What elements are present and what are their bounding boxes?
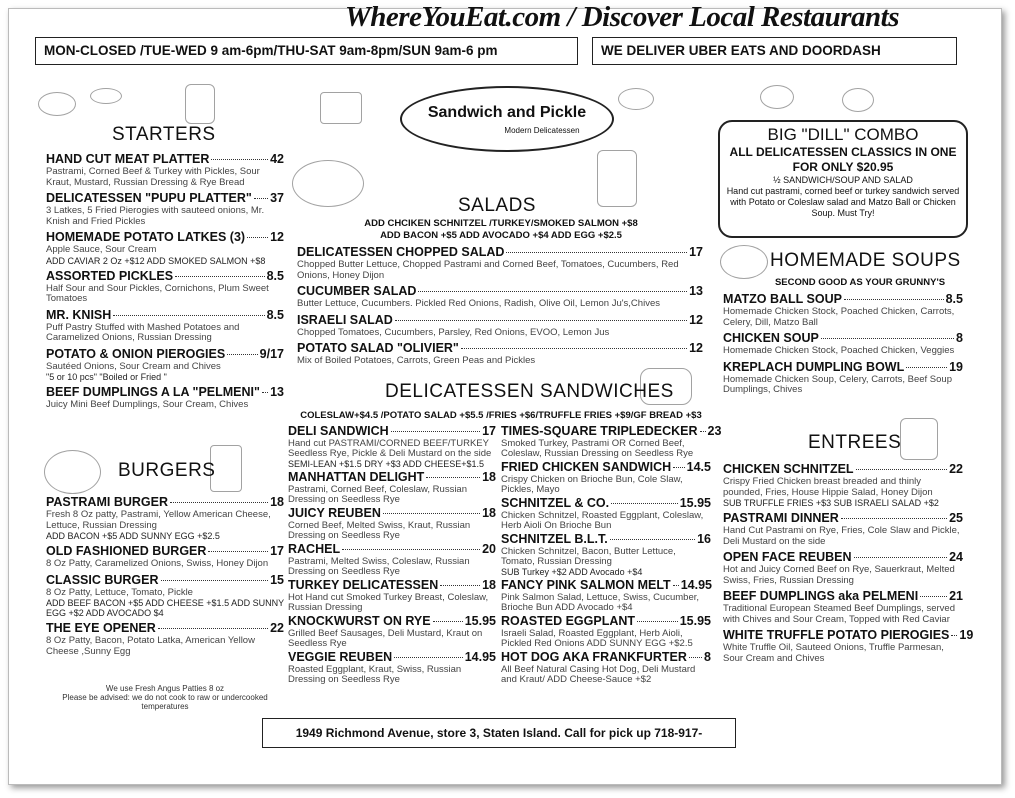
menu-item-description: Hot Hand cut Smoked Turkey Breast, Coleslaw, Russian Dressing (288, 592, 489, 613)
menu-item-header (46, 269, 284, 284)
menu-item-description: Hot and Juicy Corned Beef on Rye, Sauerkraut, Melted Swiss, Fries, Russian Dressing (723, 564, 955, 586)
menu-item-name: HAND CUT MEAT PLATTER (46, 152, 210, 166)
dotted-leader (426, 477, 480, 478)
dotted-leader (394, 657, 463, 658)
menu-item-price: 18 (482, 470, 496, 484)
watermark: WhereYouEat.com / Discover Local Restaurants (345, 1, 899, 33)
dotted-leader (700, 431, 706, 432)
menu-item-description: 8 Oz Patty, Lettuce, Tomato, Pickle (46, 586, 193, 598)
combo-desc: Hand cut pastrami, corned beef or turkey sandwich served with Potato or Coleslaw salad and Matzo Ball or Chicken Soup. Must Try! (726, 186, 960, 218)
menu-item (297, 284, 703, 310)
dotted-leader (461, 348, 687, 349)
menu-item-description: Homemade Chicken Stock, Poached Chicken, Carrots, Celery, Dill, Matzo Ball (723, 306, 955, 328)
menu-item-price: 22 (270, 621, 284, 635)
dotted-leader (418, 291, 687, 292)
pickle-jar-icon (597, 150, 637, 207)
menu-item-addons: ADD BEEF BACON +$5 ADD CHEESE +$1.5 ADD SUNNY EGG +$2 ADD AVOCADO $4 (46, 598, 284, 618)
menu-item-name: MANHATTAN DELIGHT (288, 470, 425, 484)
menu-item (46, 544, 284, 570)
menu-item-description: Israeli Salad, Roasted Eggplant, Herb Aioli, Pickled Red Onions ADD SUNNY EGG +$2.5 (501, 628, 693, 649)
menu-item-header (46, 573, 284, 588)
dotted-leader (637, 621, 678, 622)
menu-item-description: Chopped Butter Lettuce, Chopped Pastrami and Corned Beef, Tomatoes, Cucumbers, Red Onions, Honey Dijon (297, 259, 679, 281)
dotted-leader (247, 237, 268, 238)
menu-item-description: Fresh 8 Oz patty, Pastrami, Yellow American Cheese, Lettuce, Russian Dressing (46, 509, 271, 531)
menu-item-price: 21 (949, 589, 963, 603)
combo-price: FOR ONLY $20.95 (792, 160, 894, 174)
burger-icon (44, 450, 101, 494)
dumpling-icon (618, 88, 654, 110)
menu-item-name: VEGGIE REUBEN (288, 650, 393, 664)
menu-item-price: 9/17 (259, 346, 284, 361)
menu-item-description: Roasted Eggplant, Kraut, Swiss, Russian Dressing on Seedless Rye (288, 664, 462, 685)
menu-item-price: 18 (482, 578, 496, 592)
menu-item (723, 360, 963, 396)
soups-heading: HOMEMADE SOUPS (770, 250, 961, 271)
menu-item-name: BEEF DUMPLINGS aka PELMENI (723, 589, 919, 603)
bowl-icon (842, 88, 874, 112)
menu-item-price: 12 (270, 230, 284, 244)
menu-item-header (297, 245, 703, 260)
menu-item-name: KREPLACH DUMPLING BOWL (723, 359, 905, 374)
menu-item (501, 424, 722, 459)
menu-item-name: HOT DOG AKA FRANKFURTER (501, 650, 687, 664)
menu-item (501, 650, 711, 685)
menu-item-price: 13 (689, 284, 703, 298)
menu-item-price: 19 (949, 359, 963, 374)
menu-item-description: Crispy Fried Chicken breast breaded and thinly pounded, Fries, House Hippie Salad, Honey Dijon (723, 476, 933, 498)
dumpling-icon (760, 85, 794, 109)
pickle-jar-icon (185, 84, 215, 124)
menu-item (723, 589, 963, 625)
menu-item-name: DELICATESSEN CHOPPED SALAD (297, 245, 505, 259)
menu-item-price: 16 (697, 532, 711, 546)
menu-item-description: Mix of Boiled Potatoes, Carrots, Green Peas and Pickles (297, 355, 536, 366)
combo-line: ½ SANDWICH/SOUP AND SALAD (773, 175, 913, 185)
menu-item-name: CLASSIC BURGER (46, 572, 159, 587)
menu-item-header (723, 360, 963, 375)
menu-item-name: MATZO BALL SOUP (723, 292, 842, 306)
menu-item-header (501, 614, 711, 629)
menu-item-header (501, 578, 711, 593)
menu-item (46, 308, 284, 344)
menu-item-header (297, 341, 703, 356)
dotted-leader (391, 431, 480, 432)
dotted-leader (342, 549, 480, 550)
menu-item-name: HOMEMADE POTATO LATKES (3) (46, 230, 246, 244)
menu-item-name: FRIED CHICKEN SANDWICH (501, 460, 672, 474)
sandwiches-heading: DELICATESSEN SANDWICHES (385, 381, 674, 402)
menu-item-description: Homemade Chicken Soup, Celery, Carrots, Beef Soup Dumplings, Chives (723, 373, 952, 395)
sandwiches-list-left (288, 424, 496, 686)
menu-item-price: 15 (270, 572, 284, 587)
menu-item-description: Smoked Turkey, Pastrami OR Corned Beef, Coleslaw, Russian Dressing on Seedless Rye (501, 438, 694, 459)
menu-item-header (46, 495, 284, 510)
dotted-leader (170, 502, 268, 503)
menu-item-price: 12 (689, 312, 703, 327)
dotted-leader (906, 367, 947, 368)
menu-item-header (288, 506, 496, 521)
burgers-heading: BURGERS (118, 460, 216, 481)
menu-item-header (723, 511, 963, 526)
menu-item-header (501, 424, 722, 439)
menu-item-name: JUICY REUBEN (288, 506, 381, 520)
menu-item-addons: SEMI-LEAN +$1.5 DRY +$3 ADD CHEESE+$1.5 (288, 459, 485, 469)
salad-addon-line: ADD BACON +$5 ADD AVOCADO +$4 ADD EGG +$2.5 (380, 230, 622, 241)
burgers-list (46, 495, 284, 660)
menu-item-name: ROASTED EGGPLANT (501, 614, 636, 628)
menu-item-header (723, 628, 974, 643)
menu-item (288, 470, 496, 505)
menu-item-header (297, 313, 703, 328)
dotted-leader (113, 315, 264, 316)
menu-item-price: 13 (270, 385, 284, 399)
menu-item-name: RACHEL (288, 542, 341, 556)
pickle-icon (90, 88, 122, 104)
starters-heading: STARTERS (112, 124, 216, 145)
starters-list (46, 152, 284, 414)
menu-item-name: DELI SANDWICH (288, 424, 389, 438)
dotted-leader (821, 338, 954, 339)
menu-item-price: 23 (707, 424, 722, 438)
cooking-advisory: Please be advised: we do not cook to raw or undercooked temperatures (62, 693, 268, 711)
menu-item (288, 506, 496, 541)
menu-item (46, 191, 284, 227)
dotted-leader (689, 657, 702, 658)
menu-item-name: KNOCKWURST ON RYE (288, 614, 431, 628)
menu-item-description: Hand Cut Pastrami on Rye, Fries, Cole Slaw and Pickle, Deli Mustard on the side (723, 525, 960, 547)
menu-item-description: Crispy Chicken on Brioche Bun, Cole Slaw, Pickles, Mayo (501, 474, 683, 495)
menu-item (46, 152, 284, 188)
hours-box: MON-CLOSED /TUE-WED 9 am-6pm/THU-SAT 9am-8pm/SUN 9am-6 pm (35, 37, 578, 65)
menu-item-name: DELICATESSEN "PUPU PLATTER" (46, 191, 252, 205)
soup-bowl-icon (720, 245, 768, 279)
menu-item-description: 3 Latkes, 5 Fried Pierogies with sauteed onions, Mr. Knish and Fried Pickles (46, 205, 265, 227)
menu-item (46, 621, 284, 657)
menu-item (46, 347, 284, 383)
address-footer: 1949 Richmond Avenue, store 3, Staten Island. Call for pick up 718-917- (262, 718, 736, 748)
menu-item-name: POTATO & ONION PIEROGIES (46, 346, 226, 361)
menu-item-header (288, 578, 496, 593)
logo-name: Sandwich and Pickle (427, 104, 587, 121)
menu-item-header (501, 650, 711, 665)
menu-item (288, 650, 496, 685)
dotted-leader (211, 159, 268, 160)
menu-item-name: THE EYE OPENER (46, 621, 156, 635)
menu-item-header (501, 532, 711, 547)
menu-item-header (501, 496, 711, 511)
menu-item-description: Grilled Beef Sausages, Deli Mustard, Kraut on Seedless Rye (288, 628, 483, 649)
menu-item-price: 15.95 (679, 614, 711, 628)
menu-item (501, 532, 711, 577)
menu-item-description: Puff Pastry Stuffed with Mashed Potatoes and Caramelized Onions, Russian Dressing (46, 321, 240, 343)
menu-item-header (46, 385, 284, 400)
patty-note: We use Fresh Angus Patties 8 oz (105, 684, 225, 693)
combo-title: BIG "DILL" COMBO (767, 125, 919, 144)
delivery-box: WE DELIVER UBER EATS AND DOORDASH (592, 37, 957, 65)
menu-item-description: Pink Salmon Salad, Lettuce, Swiss, Cucumber, Brioche Bun ADD Avocado +$4 (501, 592, 700, 613)
dotted-leader (611, 503, 678, 504)
menu-item-price: 19 (959, 628, 974, 642)
menu-item-header (288, 650, 496, 665)
menu-item (46, 269, 284, 305)
menu-item-header (46, 191, 284, 206)
menu-item (288, 614, 496, 649)
menu-item-header (46, 308, 284, 323)
menu-item-price: 17 (270, 544, 284, 558)
menu-item-header (288, 470, 496, 485)
dotted-leader (856, 469, 948, 470)
menu-item-price: 22 (949, 462, 963, 476)
menu-item-price: 14.5 (686, 460, 711, 474)
menu-item (501, 460, 711, 495)
menu-item-name: POTATO SALAD "OLIVIER" (297, 341, 459, 355)
menu-item-price: 37 (270, 191, 284, 205)
menu-item-header (288, 614, 496, 629)
restaurant-logo (400, 86, 614, 152)
menu-item-description: Chicken Schnitzel, Roasted Eggplant, Coleslaw, Herb Aioli On Brioche Bun (501, 510, 704, 531)
menu-item (501, 614, 711, 649)
menu-item (46, 230, 284, 266)
menu-item-price: 42 (270, 152, 284, 166)
menu-item-addons: ADD BACON +$5 ADD SUNNY EGG +$2.5 (46, 531, 220, 541)
combo-line: ALL DELICATESSEN CLASSICS IN ONE (729, 145, 957, 159)
menu-item-description: Juicy Mini Beef Dumplings, Sour Cream, Chives (46, 399, 249, 410)
menu-item (501, 496, 711, 531)
menu-item-price: 17 (482, 424, 496, 438)
soups-list (723, 292, 963, 399)
menu-item-price: 8.5 (266, 307, 284, 322)
menu-item-price: 12 (689, 341, 703, 355)
menu-item-description: Apple Sauce, Sour Cream (46, 244, 157, 255)
menu-item-header (46, 544, 284, 559)
sandwich-addons: COLESLAW+$4.5 /POTATO SALAD +$5.5 /FRIES +$6/TRUFFLE FRIES +$9/GF BREAD +$3 (300, 410, 702, 421)
menu-item-name: OLD FASHIONED BURGER (46, 544, 207, 558)
dotted-leader (262, 392, 268, 393)
burger-note (46, 684, 284, 711)
menu-item-price: 15.95 (464, 614, 496, 628)
dotted-leader (433, 621, 463, 622)
menu-item-addons: ADD CAVIAR 2 Oz +$12 ADD SMOKED SALMON +$8 (46, 255, 266, 266)
menu-item-description: 8 Oz Patty, Caramelized Onions, Swiss, Honey Dijon (46, 558, 269, 569)
menu-item-price: 20 (482, 542, 496, 556)
menu-item-name: CUCUMBER SALAD (297, 284, 417, 298)
menu-item-description: Chicken Schnitzel, Bacon, Butter Lettuce, Tomato, Russian Dressing (501, 546, 676, 567)
dotted-leader (161, 580, 269, 581)
salad-addon-line: ADD CHCIKEN SCHNITZEL /TURKEY/SMOKED SALMON +$8 (364, 218, 638, 229)
menu-item (297, 313, 703, 339)
menu-item-header (46, 230, 284, 245)
dotted-leader (254, 198, 268, 199)
menu-item-header (723, 589, 963, 604)
menu-item-header (288, 542, 496, 557)
menu-item-name: PASTRAMI BURGER (46, 495, 168, 509)
menu-item-name: SCHNITZEL B.L.T. (501, 532, 608, 546)
menu-item (723, 292, 963, 328)
menu-item-description: Hand cut PASTRAMI/CORNED BEEF/TURKEY Seedless Rye, Pickle & Deli Mustard on the side (288, 438, 492, 459)
menu-item-price: 14.95 (680, 578, 712, 592)
dotted-leader (673, 467, 685, 468)
menu-item (723, 462, 963, 508)
menu-item (723, 511, 963, 547)
menu-item (723, 628, 974, 664)
combo-box (718, 120, 968, 238)
dotted-leader (673, 585, 679, 586)
menu-item-description: Butter Lettuce, Cucumbers. Pickled Red Onions, Radish, Olive Oil, Lemon Ju's,Chives (297, 298, 660, 309)
menu-item-name: FANCY PINK SALMON MELT (501, 578, 671, 592)
dotted-leader (158, 628, 268, 629)
menu-item-addons: "5 or 10 pcs" "Boiled or Fried " (46, 372, 167, 382)
menu-item-header (723, 462, 963, 477)
dotted-leader (854, 557, 948, 558)
dotted-leader (951, 635, 957, 636)
menu-item-header (723, 292, 963, 307)
menu-item (501, 578, 711, 613)
menu-item-price: 18 (482, 506, 496, 520)
dotted-leader (844, 299, 944, 300)
menu-item-description: Corned Beef, Melted Swiss, Kraut, Russian Dressing on Seedless Rye (288, 520, 471, 541)
menu-item-name: TIMES-SQUARE TRIPLEDECKER (501, 424, 698, 438)
menu-item-header (501, 460, 711, 475)
menu-item (723, 331, 963, 357)
menu-item-price: 8 (956, 331, 963, 345)
menu-item-addons: SUB Turkey +$2 ADD Avocado +$4 (501, 567, 643, 577)
menu-item-name: TURKEY DELICATESSEN (288, 578, 439, 592)
menu-item-header (288, 424, 496, 439)
menu-item-header (723, 331, 963, 346)
dotted-leader (227, 354, 257, 355)
menu-item-price: 8 (704, 650, 711, 664)
dotted-leader (610, 539, 695, 540)
menu-item (46, 573, 284, 619)
menu-item-price: 8.5 (266, 268, 284, 283)
menu-item-price: 15.95 (679, 496, 711, 510)
menu-item-description: Homemade Chicken Stock, Poached Chicken, Veggies (723, 345, 955, 356)
salads-list (297, 245, 703, 370)
menu-item-description: Pastrami, Melted Swiss, Coleslaw, Russian Dressing on Seedless Rye (288, 556, 470, 577)
menu-item-name: ISRAELI SALAD (297, 312, 393, 327)
entrees-list (723, 462, 974, 667)
menu-item-price: 17 (689, 245, 703, 259)
menu-item-name: MR. KNISH (46, 307, 112, 322)
soups-subtitle: SECOND GOOD AS YOUR GRUNNY'S (774, 277, 946, 288)
salad-addons (297, 218, 705, 242)
dotted-leader (395, 320, 687, 321)
menu-item (288, 578, 496, 613)
menu-item-price: 8.5 (945, 292, 963, 306)
menu-item-header (723, 550, 963, 565)
menu-item-name: CHICKEN SOUP (723, 331, 819, 345)
dotted-leader (175, 276, 265, 277)
menu-item-description: White Truffle Oil, Sauteed Onions, Truffle Parmesan, Sour Cream and Chives (723, 642, 944, 664)
dotted-leader (920, 596, 947, 597)
salads-heading: SALADS (458, 195, 536, 216)
menu-item-name: OPEN FACE REUBEN (723, 550, 852, 564)
menu-item-price: 14.95 (464, 650, 496, 664)
menu-item-price: 25 (949, 511, 963, 525)
menu-item-name: PASTRAMI DINNER (723, 511, 839, 525)
sandwiches-list-right (501, 424, 722, 686)
menu-item (288, 542, 496, 577)
menu-item-header (46, 621, 284, 636)
dotted-leader (506, 252, 687, 253)
menu-item-description: Sautéed Onions, Sour Cream and Chives (46, 360, 221, 372)
menu-item (46, 385, 284, 411)
menu-item (723, 550, 963, 586)
menu-item-name: SCHNITZEL & CO. (501, 496, 610, 510)
menu-item-description: Pastrami, Corned Beef & Turkey with Pickles, Sour Kraut, Mustard, Russian Dressing & Rye Bread (46, 166, 260, 188)
dumpling-icon (38, 92, 76, 116)
menu-item (288, 424, 496, 469)
menu-item-name: BEEF DUMPLINGS A LA "PELMENI" (46, 385, 260, 399)
menu-item-name: CHICKEN SCHNITZEL (723, 462, 854, 476)
pickle-jar-icon (900, 418, 938, 460)
menu-item-name: ASSORTED PICKLES (46, 268, 174, 283)
menu-item-description: 8 Oz Patty, Bacon, Potato Latka, American Yellow Cheese ,Sunny Egg (46, 635, 255, 657)
menu-item-addons: SUB TRUFFLE FRIES +$3 SUB ISRAELI SALAD +$2 (723, 498, 939, 508)
menu-item (297, 245, 703, 281)
menu-item-description: Traditional European Steamed Beef Dumplings, served with Chives and Sour Cream, Topped with Red Caviar (723, 603, 955, 625)
menu-item-price: 18 (270, 495, 284, 509)
salad-bowl-icon (292, 160, 364, 207)
sandwich-icon (320, 92, 362, 124)
menu-item-description: Half Sour and Sour Pickles, Cornichons, Plum Sweet Tomatoes (46, 282, 269, 304)
menu-item-description: All Beef Natural Casing Hot Dog, Deli Mustard and Kraut/ ADD Cheese-Sauce +$2 (501, 664, 696, 685)
menu-item-price: 24 (949, 550, 963, 564)
entrees-heading: ENTREES (808, 432, 902, 453)
menu-item-header (46, 347, 284, 362)
dotted-leader (841, 518, 947, 519)
menu-item (297, 341, 703, 367)
menu-item-description: Pastrami, Corned Beef, Coleslaw, Russian Dressing on Seedless Rye (288, 484, 467, 505)
menu-item-name: WHITE TRUFFLE POTATO PIEROGIES (723, 628, 950, 642)
logo-tagline: Modern Delicatessen (504, 126, 580, 135)
menu-item-description: Chopped Tomatoes, Cucumbers, Parsley, Red Onions, EVOO, Lemon Jus (297, 326, 610, 338)
menu-item-header (297, 284, 703, 299)
dotted-leader (208, 551, 268, 552)
menu-item-header (46, 152, 284, 167)
dotted-leader (440, 585, 480, 586)
menu-item (46, 495, 284, 541)
dotted-leader (383, 513, 480, 514)
